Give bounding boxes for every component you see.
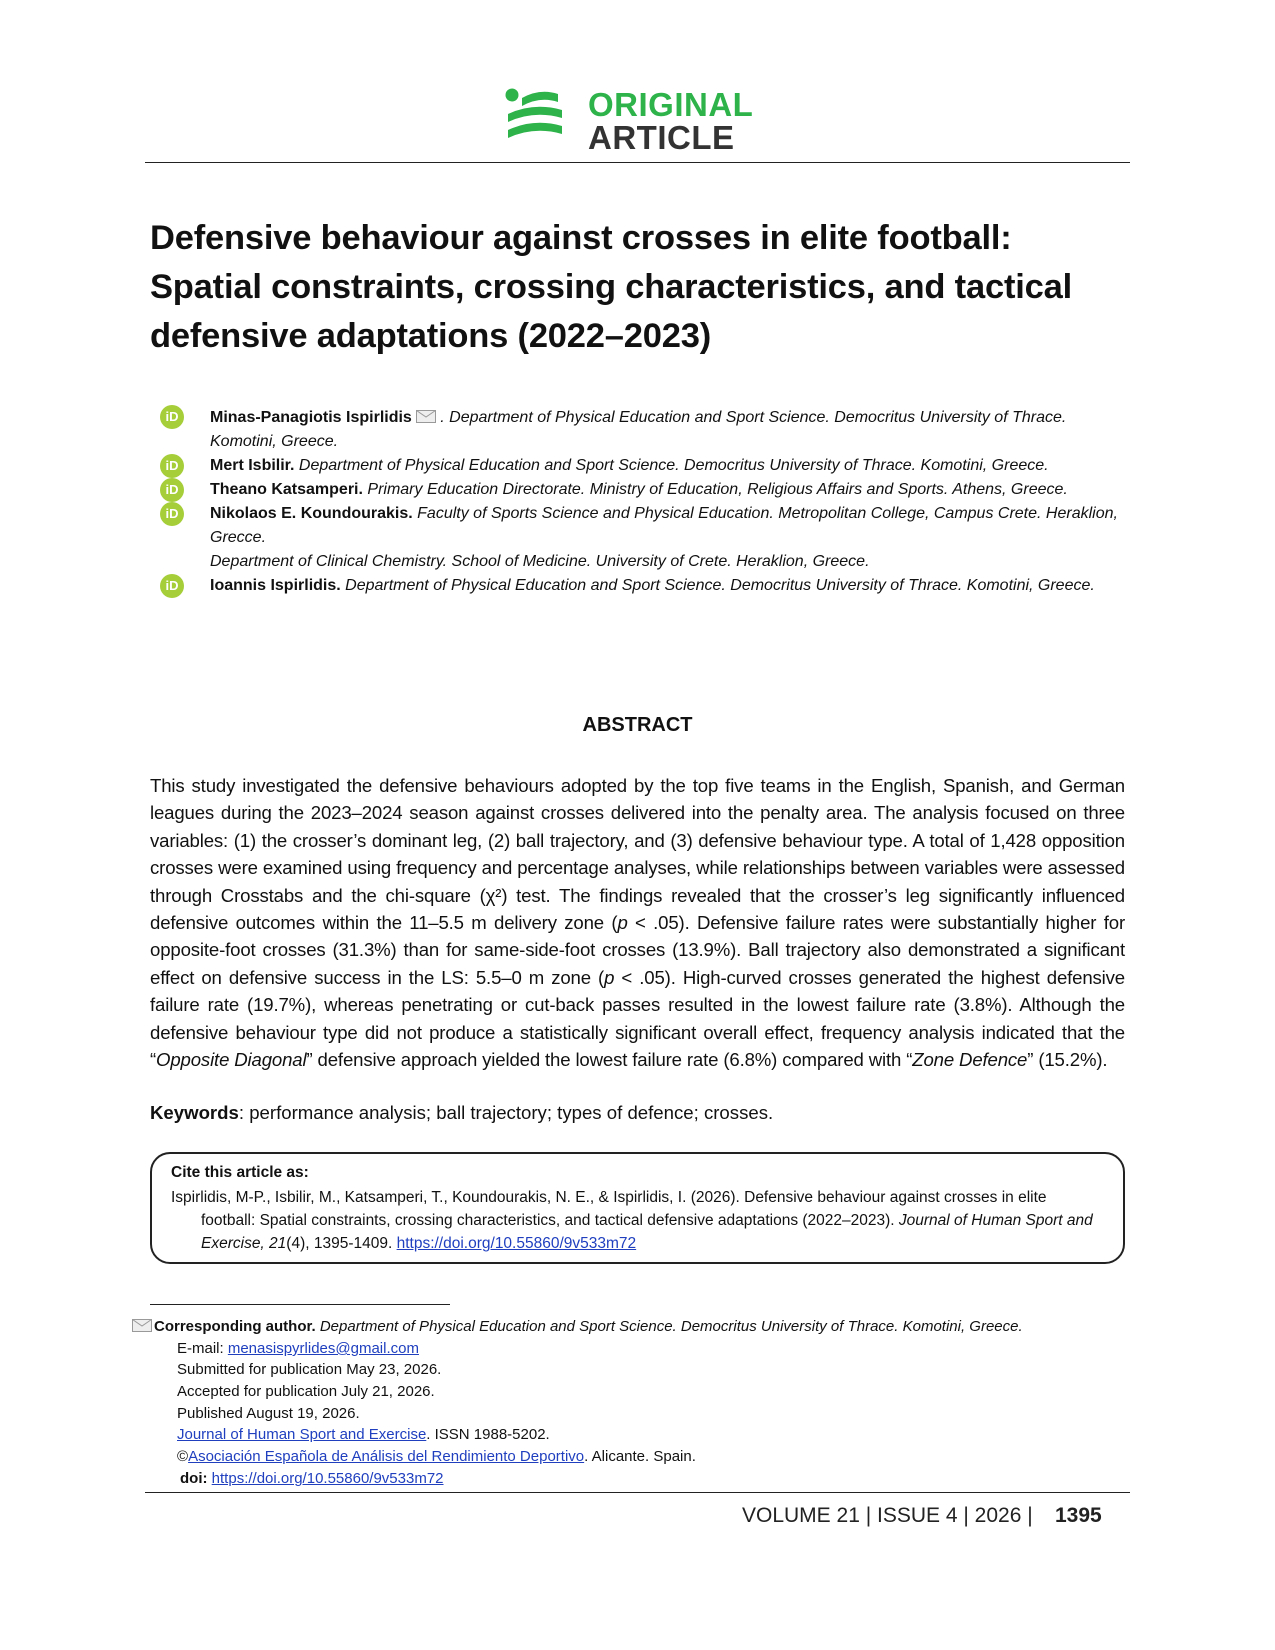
author-name: Ioannis Ispirlidis. xyxy=(210,577,341,594)
orcid-icon[interactable]: iD xyxy=(160,454,184,478)
author-4 xyxy=(210,502,1120,574)
p-symbol: p xyxy=(617,912,628,934)
orcid-icon[interactable]: iD xyxy=(160,574,184,598)
original-article-badge xyxy=(504,86,804,156)
author-2 xyxy=(210,454,1120,478)
issn: . ISSN 1988-5202. xyxy=(426,1426,550,1443)
header-rule xyxy=(145,162,1130,163)
author-affiliation: Department of Physical Education and Sport Science. Democritus University of Thrace. Komotini, Greece. xyxy=(298,457,1049,474)
author-affiliation: Primary Education Directorate. Ministry of Education, Religious Affairs and Sports. Athens, Greece. xyxy=(367,481,1068,498)
cite-reference: Ispirlidis, M-P., Isbilir, M., Katsamperi, T., Koundourakis, N. E., & Ispirlidis, I. (2026). Defensive behaviour against crosses in elite football: Spatial constraints, crossing characteristics, and tactical defensive adaptations (2022–2023). xyxy=(171,1189,1047,1229)
author-affiliation: Faculty of Sports Science and Physical Education. Metropolitan College, Campus Crete. Heraklion, Grecce. xyxy=(210,505,1118,546)
article-title: Defensive behaviour against crosses in elite football: Spatial constraints, crossing characteristics, and tactical defensive adaptations (2022–2023) xyxy=(150,219,1072,355)
author-name: Theano Katsamperi. xyxy=(210,481,363,498)
footer-volume-info: VOLUME 21 | ISSUE 4 | 2026 | xyxy=(742,1504,1033,1527)
author-name: Nikolaos E. Koundourakis. xyxy=(210,505,413,522)
keywords xyxy=(150,1099,1125,1126)
mail-icon xyxy=(132,1319,152,1332)
abstract-segment: ” defensive approach yielded the lowest failure rate (6.8%) compared with “ xyxy=(306,1049,913,1071)
opposite-diagonal-term: Opposite Diagonal xyxy=(156,1049,307,1071)
orcid-icon[interactable]: iD xyxy=(160,502,184,526)
copyright-symbol: © xyxy=(177,1448,189,1465)
abstract-segment: < .05). High-curved crosses generated the highest defensive failure rate (19.7%), whereas penetrating or cut-back passes resulted in the lowest failure rate (3.8%). Although the defensive behaviour type did not produce a statistically significant overall effect, frequency analysis indicated that the “ xyxy=(150,966,1125,1071)
abstract-heading: ABSTRACT xyxy=(582,714,693,736)
copyright-line xyxy=(177,1446,696,1467)
submitted-date: Submitted for publication May 23, 2026. xyxy=(177,1361,442,1378)
cite-volume: (4), 1395-1409. xyxy=(286,1235,397,1252)
article-logo-icon xyxy=(504,86,566,150)
author-affiliation: Department of Physical Education and Sport Science. Democritus University of Thrace. Komotini, Greece. xyxy=(345,577,1095,594)
abstract-text xyxy=(150,772,1125,1073)
email-line xyxy=(177,1338,419,1359)
corr-affiliation: Department of Physical Education and Sport Science. Democritus University of Thrace. Komotini, Greece. xyxy=(319,1318,1023,1335)
footnote-rule xyxy=(150,1304,450,1305)
journal-link[interactable]: Journal of Human Sport and Exercise xyxy=(177,1426,427,1443)
mail-icon[interactable] xyxy=(416,410,436,423)
zone-defence-term: Zone Defence xyxy=(912,1049,1028,1071)
corr-label: Corresponding author. xyxy=(154,1318,316,1335)
location: . Alicante. Spain. xyxy=(584,1448,696,1465)
cite-text xyxy=(171,1186,1101,1255)
email-label: E-mail: xyxy=(177,1340,228,1357)
orcid-icon[interactable]: iD xyxy=(160,478,184,502)
doi-link[interactable]: https://doi.org/10.55860/9v533m72 xyxy=(211,1470,444,1487)
journal-line xyxy=(177,1424,550,1445)
published-date: Published August 19, 2026. xyxy=(177,1405,360,1422)
p-symbol: p xyxy=(604,966,615,988)
abstract-segment: This study investigated the defensive behaviours adopted by the top five teams in the English, Spanish, and German leagues during the 2023–2024 season against crosses delivered into the penalty area. The analysis focused on three variables: (1) the crosser’s dominant leg, (2) ball trajectory, and (3) defensive behaviour type. A total of 1,428 opposition crosses were examined using frequency and percentage analyses, while relationships between variables were assessed through Crosstabs and the chi-square (χ²) test. The findings revealed that the crosser’s leg significantly influenced defensive outcomes within the 11–5.5 m delivery zone ( xyxy=(150,775,1125,934)
footer-rule xyxy=(145,1492,1130,1493)
author-affiliation-2: Department of Clinical Chemistry. School of Medicine. University of Crete. Heraklion, Greece. xyxy=(210,553,870,570)
keywords-label: Keywords xyxy=(150,1102,239,1123)
doi-line xyxy=(180,1468,444,1489)
cite-title: Cite this article as: xyxy=(171,1164,309,1181)
page-number: 1395 xyxy=(1055,1504,1102,1527)
author-affiliation: . Department of Physical Education and Sport Science. Democritus University of Thrace. Komotini, Greece. xyxy=(210,409,1067,450)
abstract-segment: ” (15.2%). xyxy=(1027,1049,1108,1071)
accepted-date: Accepted for publication July 21, 2026. xyxy=(177,1383,435,1400)
cite-journal: Journal of Human Sport and Exercise, 21 xyxy=(201,1212,1093,1252)
cite-doi-link[interactable]: https://doi.org/10.55860/9v533m72 xyxy=(396,1235,637,1252)
orcid-icon[interactable]: iD xyxy=(160,405,184,429)
email-link[interactable]: menasispyrlides@gmail.com xyxy=(227,1340,419,1357)
author-1 xyxy=(210,406,1120,454)
doi-label: doi: xyxy=(180,1470,208,1487)
badge-line-original: ORIGINAL xyxy=(588,86,754,123)
association-link[interactable]: Asociación Española de Análisis del Rendimiento Deportivo xyxy=(188,1448,585,1465)
author-name: Minas-Panagiotis Ispirlidis xyxy=(210,409,412,426)
corresponding-author xyxy=(132,1316,1132,1337)
author-name: Mert Isbilir. xyxy=(210,457,295,474)
abstract-segment: < .05). Defensive failure rates were substantially higher for opposite-foot crosses (31.3%) than for same-side-foot crosses (13.9%). Ball trajectory also demonstrated a significant effect on defensive success in the LS: 5.5–0 m zone ( xyxy=(150,912,1125,988)
author-3 xyxy=(210,478,1120,502)
author-5 xyxy=(210,574,1120,598)
keywords-list: : performance analysis; ball trajectory; types of defence; crosses. xyxy=(238,1102,774,1123)
badge-line-article: ARTICLE xyxy=(588,119,735,156)
